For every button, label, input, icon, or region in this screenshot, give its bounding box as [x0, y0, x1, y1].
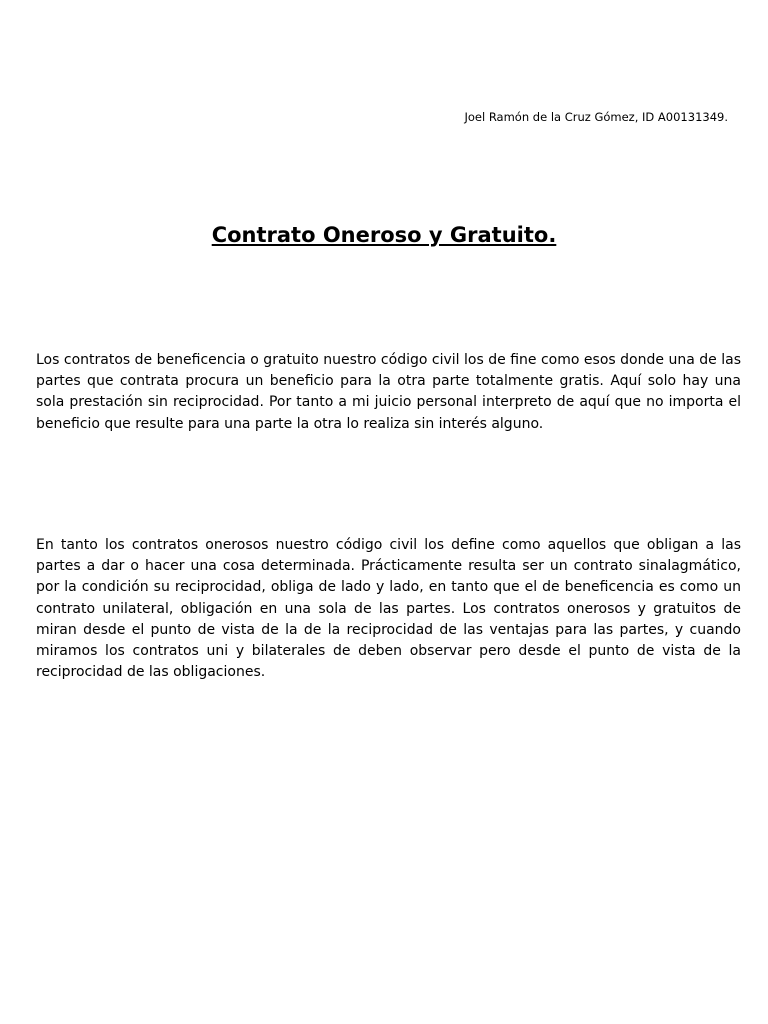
paragraph-gratuito: Los contratos de beneficencia o gratuito nuestro código civil los de fine como esos donde una de las partes que contrata procura un beneficio para la otra parte totalmente gratis. Aquí solo hay una sola prestación sin reciprocidad. Por tanto a mi juicio personal interpreto de aquí que no importa el beneficio que resulte para una parte la otra lo realiza sin interés alguno.	[36, 352, 741, 432]
document-title: Contrato Oneroso y Gratuito.	[211, 223, 557, 247]
paragraph-oneroso: En tanto los contratos onerosos nuestro código civil los define como aquellos que obligan a las partes a dar o hacer una cosa determinada. Prácticamente resulta ser un contrato sinalagmático, por la condición su reciprocidad, obliga de lado y lado, en tanto que el de beneficencia es como un contrato unilateral, obligación en una sola de las partes. Los contratos onerosos y gratuitos de miran desde el punto de vista de la de la reciprocidad de las ventajas para las partes, y cuando miramos los contratos uni y bilaterales de deben observar pero desde el punto de vista de la reciprocidad de las obligaciones.	[36, 537, 741, 681]
author-line: Joel Ramón de la Cruz Gómez, ID A00131349.	[464, 110, 728, 124]
